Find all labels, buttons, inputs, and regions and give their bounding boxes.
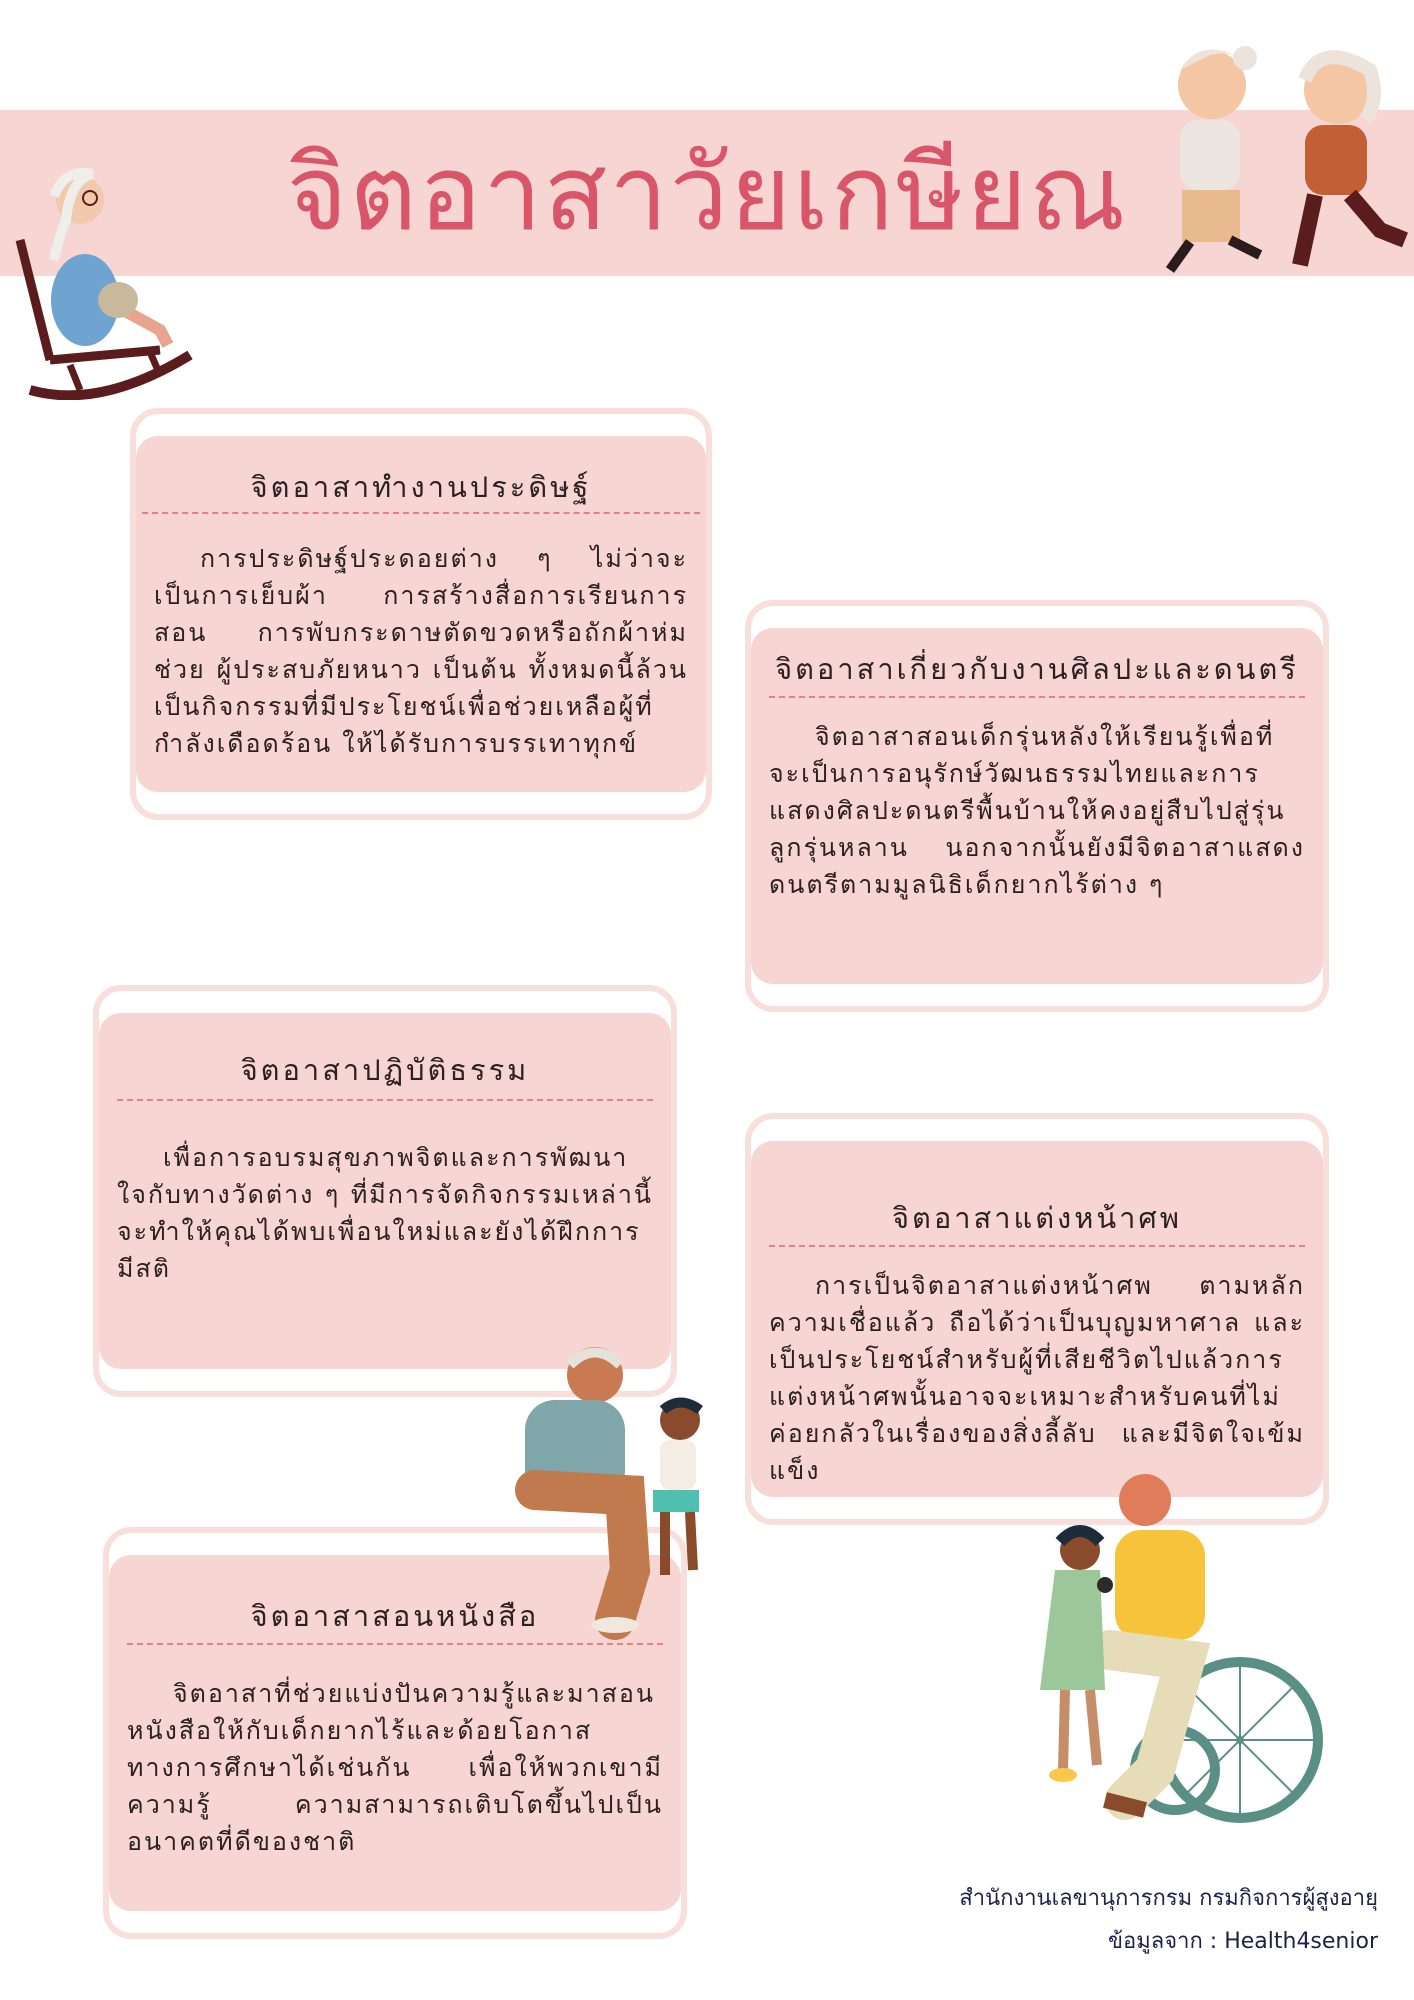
divider (127, 1643, 663, 1645)
grandma-rocking-chair-icon (10, 160, 200, 400)
card-title: จิตอาสาเกี่ยวกับงานศิลปะและดนตรี (775, 652, 1299, 686)
card-title: จิตอาสาปฏิบัติธรรม (240, 1053, 530, 1087)
page-title: จิตอาสาวัยเกษียณ (286, 132, 1128, 254)
card-body: การประดิษฐ์ประดอยต่าง ๆ ไม่ว่าจะเป็นการเย็บผ้า การสร้างสื่อการเรียนการสอน การพับกระดาษตัดขวดหรือถักผ้าห่มช่วย ผู้ประสบภัยหนาว เป็นต้น ทั้งหมดนี้ล้วนเป็นกิจกรรมที่มีประโยชน์เพื่อช่วยเหลือผู้ที่กำลังเดือดร้อน ให้ได้รับการบรรเทาทุกข์ (154, 544, 688, 758)
card-body: เพื่อการอบรมสุขภาพจิตและการพัฒนาใจกับทางวัดต่าง ๆ ที่มีการจัดกิจกรรมเหล่านี้ จะทำให้คุณได้พบเพื่อนใหม่และยังได้ฝึกการมีสติ (117, 1143, 653, 1283)
card-arts-music (745, 600, 1329, 1012)
divider (769, 1245, 1305, 1247)
footer-organization: สำนักงานเลขานุการกรม กรมกิจการผู้สูงอายุ (959, 1886, 1378, 1911)
card-body: การเป็นจิตอาสาแต่งหน้าศพ ตามหลักความเชื่อแล้ว ถือได้ว่าเป็นบุญมหาศาล และเป็นประโยชน์สำหรับผู้ที่เสียชีวิตไปแล้วการแต่งหน้าศพนั้นอาจจะเหมาะสำหรับคนที่ไม่ค่อยกลัวในเรื่องของสิ่งลี้ลับ และมีจิตใจเข้มแข็ง (769, 1271, 1305, 1485)
card-title: จิตอาสาทำงานประดิษฐ์ (250, 470, 592, 504)
card-dharma (93, 985, 677, 1397)
card-body: จิตอาสาสอนเด็กรุ่นหลังให้เรียนรู้เพื่อที่จะเป็นการอนุรักษ์วัฒนธรรมไทยและการแสดงศิลปะดนตรีพื้นบ้านให้คงอยู่สืบไปสู่รุ่นลูกรุ่นหลาน นอกจากนั้นยังมีจิตอาสาแสดงดนตรีตามมูลนิธิเด็กยากไร้ต่าง ๆ (769, 722, 1305, 899)
card-corpse-makeup (745, 1113, 1329, 1525)
card-body: จิตอาสาที่ช่วยแบ่งปันความรู้และมาสอนหนังสือให้กับเด็กยากไร้และด้อยโอกาสทางการศึกษาได้เช่นกัน เพื่อให้พวกเขามีความรู้ ความสามารถเติบโตขึ้นไปเป็นอนาคตที่ดีของชาติ (127, 1679, 663, 1856)
grandpa-with-child-icon (515, 1340, 715, 1640)
divider (769, 696, 1305, 698)
card-title: จิตอาสาแต่งหน้าศพ (892, 1201, 1182, 1235)
wheelchair-singer-icon (1005, 1470, 1335, 1850)
divider (117, 1099, 653, 1101)
footer-source: ข้อมูลจาก : Health4senior (1108, 1929, 1378, 1954)
card-crafts (130, 408, 712, 820)
divider (142, 512, 700, 514)
card-title: จิตอาสาสอนหนังสือ (250, 1599, 540, 1633)
elderly-joggers-icon (1150, 30, 1414, 280)
